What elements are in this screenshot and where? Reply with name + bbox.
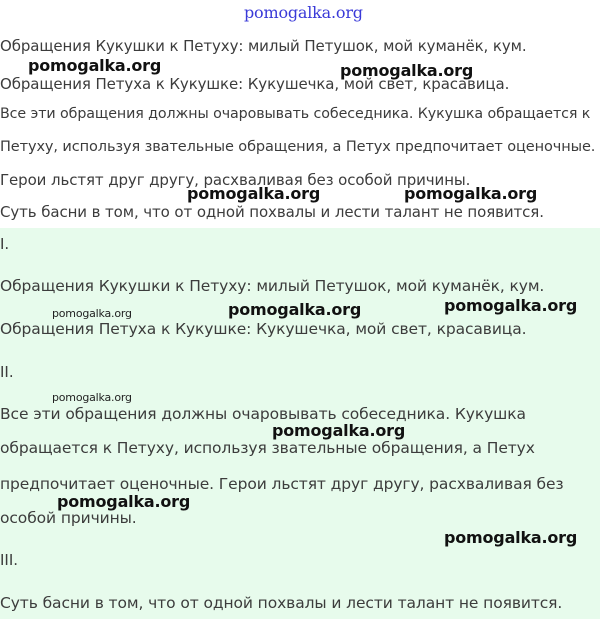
- text-line: предпочитает оценочные. Герои льстят друг другу, расхваливая без: [0, 475, 564, 493]
- watermark: pomogalka.org: [404, 184, 538, 203]
- text-line: Герои льстят друг другу, расхваливая без особой причины.: [0, 171, 471, 189]
- text-line: особой причины.: [0, 509, 137, 527]
- watermark: pomogalka.org: [57, 492, 191, 511]
- watermark: pomogalka.org: [340, 61, 474, 80]
- text-line: Все эти обращения должны очаровывать собеседника. Кукушка: [0, 405, 526, 423]
- text-line: Обращения Петуха к Кукушке: Кукушечка, мой свет, красавица.: [0, 75, 510, 93]
- watermark: pomogalka.org: [444, 296, 578, 315]
- watermark: pomogalka.org: [52, 391, 132, 404]
- section-heading-2: II.: [0, 363, 14, 381]
- text-line: Обращения Кукушки к Петуху: милый Петушок, мой куманёк, кум.: [0, 277, 545, 295]
- watermark: pomogalka.org: [272, 421, 406, 440]
- section-heading-1: I.: [0, 235, 10, 253]
- watermark: pomogalka.org: [444, 528, 578, 547]
- watermark: pomogalka.org: [228, 300, 362, 319]
- text-line: Обращения Петуха к Кукушке: Кукушечка, мой свет, красавица.: [0, 320, 527, 338]
- text-line: Все эти обращения должны очаровывать собеседника. Кукушка обращается к: [0, 106, 591, 122]
- text-line: Суть басни в том, что от одной похвалы и лести талант не появится.: [0, 594, 563, 612]
- text-line: Обращения Кукушки к Петуху: милый Петушок, мой куманёк, кум.: [0, 37, 527, 55]
- text-line: Петуху, используя звательные обращения, а Петух предпочитает оценочные.: [0, 139, 596, 155]
- watermark: pomogalka.org: [52, 307, 132, 320]
- text-line: Суть басни в том, что от одной похвалы и лести талант не появится.: [0, 203, 544, 221]
- header-watermark: pomogalka.org: [244, 3, 363, 22]
- text-line: обращается к Петуху, используя звательные обращения, а Петух: [0, 439, 535, 457]
- section-heading-3: III.: [0, 551, 19, 569]
- watermark: pomogalka.org: [28, 56, 162, 75]
- watermark: pomogalka.org: [187, 184, 321, 203]
